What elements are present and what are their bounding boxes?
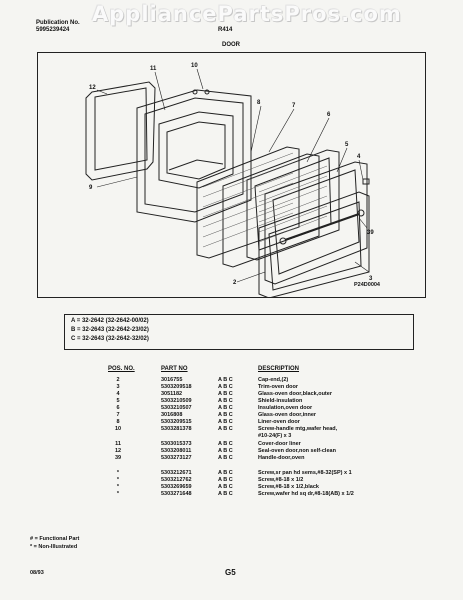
- table-row: 10 5303281378 A B C Screw-handle mtg,wafer head,: [114, 426, 338, 432]
- table-row: 5 5303210509 A B C Shield-insulation: [116, 398, 303, 404]
- model-number: R414: [218, 27, 233, 33]
- table-row: * 5303212762 A B C Screw,#8-18 x 1/2: [116, 477, 304, 483]
- table-row: 6 5303210507 A B C Insulation,oven door: [116, 405, 313, 411]
- callout-8: 8: [257, 100, 261, 106]
- table-row: #10-24(F) x 3: [258, 433, 292, 439]
- legend-a: A = 32-2642 (32-2642-00/02): [71, 318, 149, 324]
- page-number: G5: [225, 568, 236, 577]
- header-part-no: PART NO: [161, 366, 188, 372]
- footnote-non-illustrated: * = Non-Illustrated: [30, 544, 78, 550]
- watermark: AppliancePartsPros.com: [92, 2, 402, 26]
- callout-9: 9: [89, 185, 93, 191]
- callout-12: 12: [89, 85, 96, 91]
- table-row: 12 5303208011 A B C Seal-oven door,non self-clean: [114, 448, 336, 454]
- table-row: * 5303271648 A B C Screw,wafer hd sq dr,#8-18(AB) x 1/2: [116, 491, 354, 497]
- callout-6: 6: [327, 112, 331, 118]
- callout-39: 39: [367, 230, 374, 236]
- callout-4: 4: [357, 154, 361, 160]
- callout-3: 3: [369, 276, 373, 282]
- header-pos-no: POS. NO.: [108, 366, 135, 372]
- table-row: * 5303212671 A B C Screw,sr pan hd sems,#8-32(SP) x 1: [116, 470, 352, 476]
- legend-b: B = 32-2643 (32-2642-23/02): [71, 327, 149, 333]
- callout-5: 5: [345, 142, 349, 148]
- legend-c: C = 32-2643 (32-2642-32/02): [71, 336, 149, 342]
- model-legend: [64, 314, 414, 350]
- table-row: 39 5303273127 A B C Handle-door,oven: [114, 455, 305, 461]
- exploded-door-diagram: [37, 52, 426, 298]
- footer-date: 08/93: [30, 570, 44, 576]
- table-row: 11 5303015373 A B C Cover-door liner: [115, 441, 301, 447]
- header-description: DESCRIPTION: [258, 366, 300, 372]
- table-row: 4 3051182 A B C Glass-oven door,black,outer: [116, 391, 332, 397]
- publication-number: 5995239424: [36, 27, 70, 33]
- diagram-code: P24D0004: [354, 282, 380, 288]
- table-row: 7 3016808 A B C Glass-oven door,inner: [116, 412, 317, 418]
- callout-2: 2: [233, 280, 237, 286]
- callout-10: 10: [191, 63, 198, 69]
- table-row: 2 3016755 A B C Cap-end,(2): [116, 377, 289, 383]
- publication-label: Publication No.: [36, 20, 80, 26]
- table-row: 8 5303209515 A B C Liner-oven door: [116, 419, 300, 425]
- table-row: * 5303269659 A B C Screw,#8-18 x 1/2,black: [116, 484, 319, 490]
- table-row: 3 5303209518 A B C Trim-oven door: [116, 384, 299, 390]
- callout-11: 11: [150, 66, 157, 72]
- callout-7: 7: [292, 103, 296, 109]
- footnote-functional: # = Functional Part: [30, 536, 80, 542]
- section-title: DOOR: [222, 42, 240, 48]
